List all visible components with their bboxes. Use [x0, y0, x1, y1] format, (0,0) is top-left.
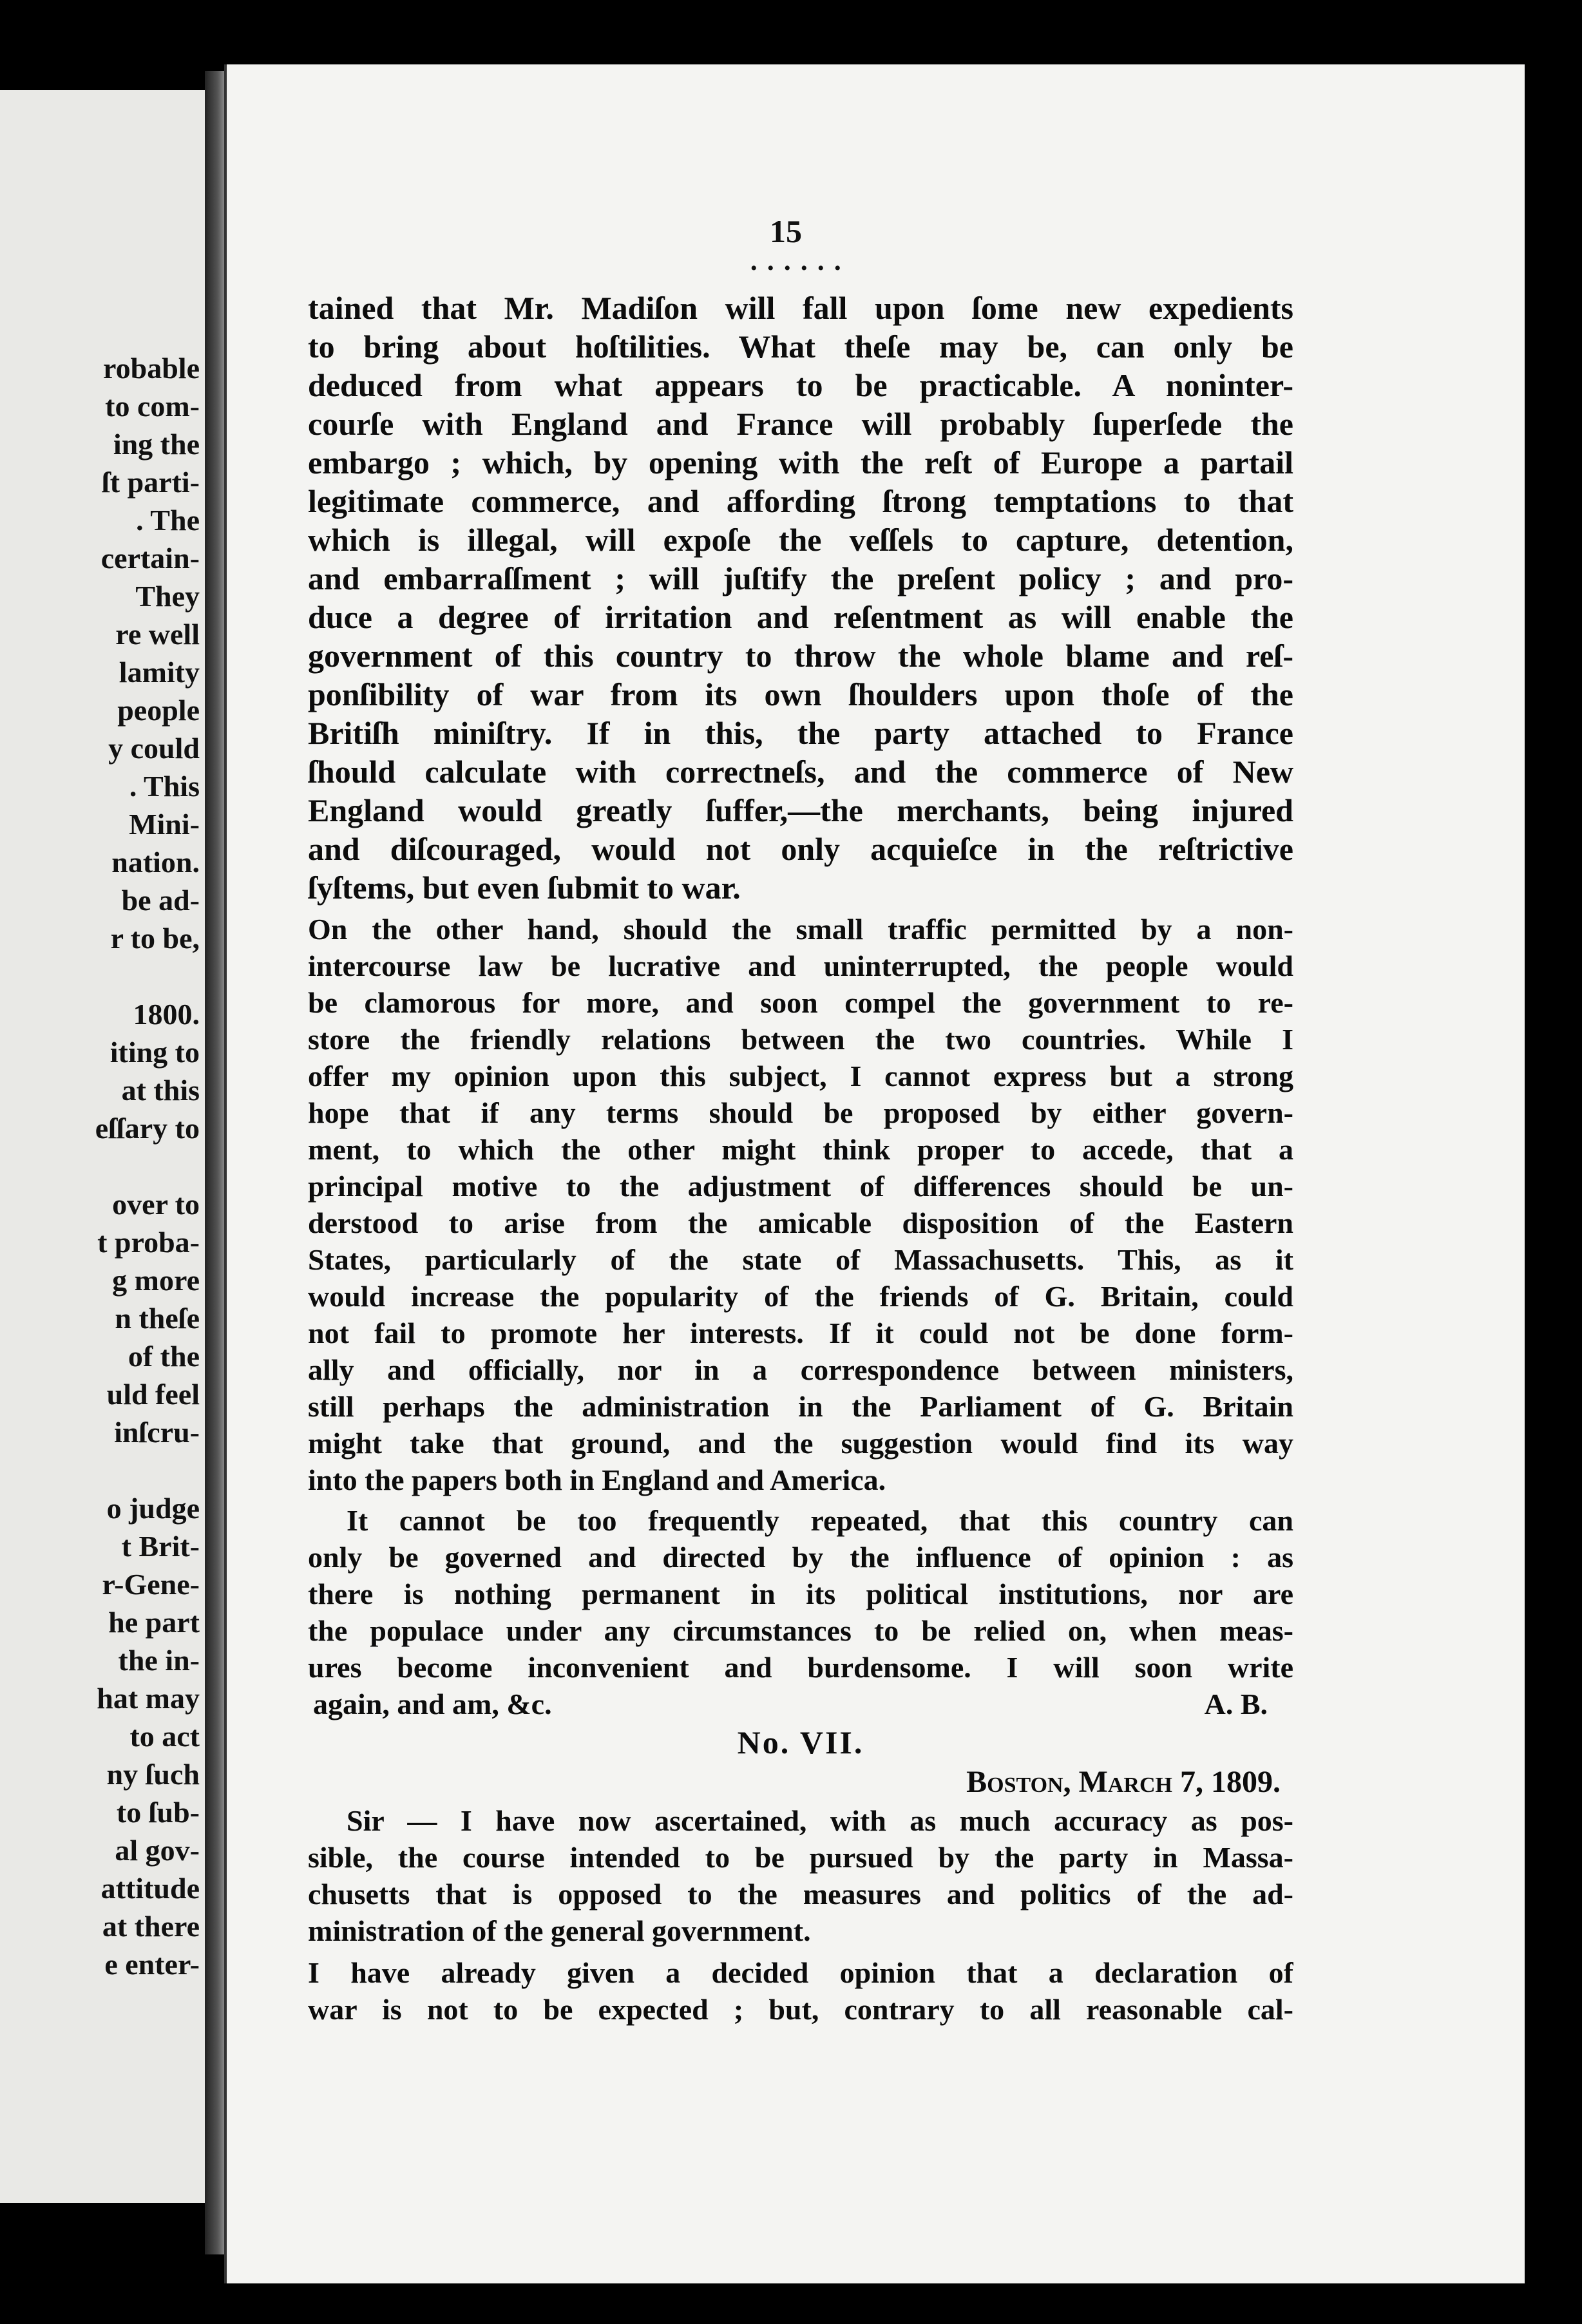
text-line: duce a degree of irritation and reſentment as will enable the [308, 599, 1293, 635]
text-line: to bring about hoſtilities. What theſe may be, can only be [308, 329, 1293, 365]
text-line: and diſcouraged, would not only acquieſce in the reſtrictive [308, 831, 1293, 867]
text-line: ures become inconvenient and burdensome. I will soon write [308, 1651, 1293, 1684]
text-line: might take that ground, and the suggestion would find its way [308, 1427, 1293, 1460]
signature: A. B. [1204, 1688, 1268, 1720]
text-line: deduced from what appears to be practicable. A noninter- [308, 367, 1293, 403]
left-page-line: 1800. [133, 998, 200, 1031]
left-page-line: n theſe [115, 1302, 200, 1335]
left-page-line: attitude [100, 1872, 200, 1905]
text-line: ſyſtems, but even ſubmit to war. [308, 870, 741, 906]
paragraph-5 [308, 1954, 1293, 2028]
text-line: store the friendly relations between the two countries. While I [308, 1023, 1293, 1056]
left-page-line: eſſary to [95, 1112, 200, 1145]
left-page-line: y could [108, 732, 200, 765]
left-page-line: to act [129, 1720, 200, 1753]
left-page-line: certain- [100, 542, 200, 575]
text-line: It cannot be too frequently repeated, that this country can [347, 1504, 1293, 1537]
left-page-line: They [135, 580, 200, 613]
paragraph-4 [308, 1802, 1293, 1949]
left-page-line: lamity [119, 656, 200, 689]
page-number: 15 [770, 213, 802, 249]
text-line: war is not to be expected ; but, contrary to all reasonable cal- [308, 1993, 1293, 2026]
text-line: ally and officially, nor in a correspondence between ministers, [308, 1353, 1293, 1386]
text-line: principal motive to the adjustment of differences should be un- [308, 1170, 1293, 1203]
text-line: States, particularly of the state of Massachusetts. This, as it [308, 1243, 1293, 1276]
text-line: hope that if any terms should be proposed by either govern- [308, 1096, 1293, 1129]
text-line: and embarraſſment ; will juſtify the preſent policy ; and pro- [308, 560, 1293, 596]
text-line: England would greatly ſuffer,—the merchants, being injured [308, 792, 1293, 828]
left-page-line: Mini- [129, 808, 200, 841]
left-page-edge [0, 90, 205, 2203]
text-line: still perhaps the administration in the Parliament of G. Britain [308, 1390, 1293, 1423]
body-text [308, 289, 1293, 2028]
left-page-line: to ſub- [116, 1796, 200, 1829]
left-page-line: . The [136, 504, 200, 537]
paragraph-3 [308, 1502, 1293, 1686]
dateline: Boston, March 7, 1809. [966, 1765, 1281, 1799]
left-page-line: to com- [105, 390, 200, 423]
text-line: government of this country to throw the whole blame and reſ- [308, 638, 1293, 674]
left-page-line: be ad- [121, 884, 200, 917]
text-line: into the papers both in England and America. [308, 1463, 886, 1496]
text-line: Britiſh miniſtry. If in this, the party attached to France [308, 715, 1293, 751]
left-page-line: o judge [106, 1492, 200, 1525]
text-line: intercourse law be lucrative and uninterrupted, the people would [308, 949, 1293, 982]
text-line: the populace under any circumstances to be relied on, when meas- [308, 1614, 1293, 1647]
text-line: offer my opinion upon this subject, I cannot express but a strong [308, 1060, 1293, 1092]
left-page-line: r to be, [110, 922, 200, 955]
left-page-text [0, 349, 200, 1983]
letter-heading: No. VII. [737, 1724, 864, 1760]
paragraph-1 [308, 289, 1293, 907]
left-page-line: at there [102, 1910, 200, 1943]
text-line: ministration of the general government. [308, 1914, 811, 1947]
left-page-line [0, 1451, 200, 1489]
text-line: not fail to promote her interests. If it could not be done form- [308, 1317, 1293, 1349]
left-page-line: al gov- [115, 1834, 200, 1867]
left-page-line: r-Gene- [102, 1568, 200, 1601]
left-page-line: nation. [111, 846, 200, 879]
text-line: sible, the course intended to be pursued by the party in Massa- [308, 1841, 1293, 1874]
text-line: ponſibility of war from its own ſhoulders upon thoſe of the [308, 676, 1293, 712]
left-page-line: of the [128, 1340, 200, 1373]
text-line: embargo ; which, by opening with the reſt of Europe a partail [308, 444, 1293, 481]
text-line: On the other hand, should the small traffic permitted by a non- [308, 913, 1293, 946]
text-line: legitimate commerce, and affording ſtrong temptations to that [308, 483, 1293, 519]
text-line: ſhould calculate with correctneſs, and the commerce of New [308, 754, 1293, 790]
left-page-line: robable [103, 352, 200, 385]
text-line: chusetts that is opposed to the measures and politics of the ad- [308, 1878, 1293, 1910]
left-page-line: g more [112, 1264, 200, 1297]
left-page-line: over to [112, 1188, 200, 1221]
text-line: be clamorous for more, and soon compel the government to re- [308, 986, 1293, 1019]
left-page-line: . This [129, 770, 200, 803]
left-page-line: uld feel [106, 1378, 200, 1411]
text-line: Sir — I have now ascertained, with as much accuracy as pos- [347, 1804, 1293, 1837]
left-page-line: t proba- [97, 1226, 200, 1259]
left-page-line [0, 957, 200, 995]
text-line: courſe with England and France will probably ſuperſede the [308, 406, 1293, 442]
text-line: I have already given a decided opinion that a declaration of [308, 1956, 1293, 1989]
left-page-line [0, 1147, 200, 1185]
left-page-line: hat may [97, 1682, 200, 1715]
left-page-line: inſcru- [114, 1416, 200, 1449]
left-page-line: re well [115, 618, 200, 651]
left-page-line: iting to [110, 1036, 200, 1069]
left-page-line: ſt parti- [101, 466, 200, 499]
left-page-line: he part [108, 1606, 200, 1639]
left-page-line: at this [121, 1074, 200, 1107]
left-page-line: the in- [118, 1644, 200, 1677]
text-line: would increase the popularity of the friends of G. Britain, could [308, 1280, 1293, 1313]
left-page-line: people [117, 694, 200, 727]
left-page-line: e enter- [104, 1948, 200, 1981]
left-page-line: ny ſuch [106, 1758, 200, 1791]
text-line: ment, to which the other might think proper to accede, that a [308, 1133, 1293, 1166]
text-line: only be governed and directed by the influence of opinion : as [308, 1541, 1293, 1574]
left-page-line: ing the [113, 428, 200, 461]
closing-text: again, and am, &c. [313, 1688, 552, 1720]
page-ornament: • • • • • • [750, 258, 844, 279]
paragraph-2 [308, 911, 1293, 1498]
text-line: which is illegal, will expoſe the veſſels to capture, detention, [308, 522, 1293, 558]
left-page-line: t Brit- [121, 1530, 200, 1563]
text-line: derstood to arise from the amicable disposition of the Eastern [308, 1206, 1293, 1239]
text-line: tained that Mr. Madiſon will fall upon ſome new expedients [308, 290, 1293, 326]
closing-line [308, 1686, 1293, 1722]
text-line: there is nothing permanent in its political institutions, nor are [308, 1577, 1293, 1610]
